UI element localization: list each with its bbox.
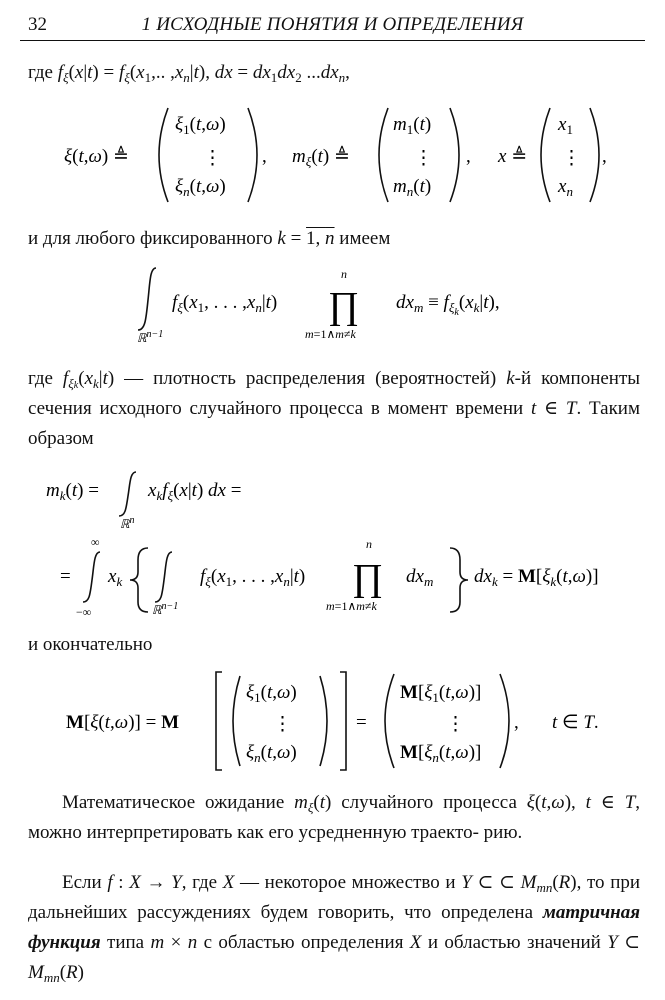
svg-text:⋮: ⋮ <box>203 148 222 169</box>
svg-text:m=1∧m≠k: m=1∧m≠k <box>326 599 377 613</box>
formula-marginal-density <box>0 262 665 342</box>
svg-text:xn: $x_n$ <box>558 176 573 199</box>
paragraph-marginal-explanation: где $f_{\xi k}(x_k|t)$ — плотность распределения (вероятностей) k-й компоненты сечения исходного случайного процесса в момент времени t ∈ T. Таким образом <box>28 368 641 449</box>
svg-text:,: , <box>514 712 519 733</box>
svg-text:t ∈ T.: t ∈ T. <box>552 712 599 733</box>
svg-text:dxm: $dx_m$ <box>406 566 434 589</box>
paragraph-mean-interpretation: Математическое ожидание $m_\xi(t)$ случайного процесса ξ(t,ω), t ∈ T, можно интерпретировать как его усредненную траекто- рию. <box>28 792 641 843</box>
svg-text:M[ξ(t,ω)] = M: M[ξ(t,ω)] = M <box>66 712 179 733</box>
svg-text:ℝn−1: ℝ$^{n-1}$ <box>152 601 179 617</box>
svg-text:ξn(t,ω): $\xi_n(t,\omega)$ <box>175 176 226 199</box>
svg-text:fξ(x1, . . . ,xn|t): $f_\xi(x_1$, . . . $,x_n|t$) <box>172 292 278 315</box>
formula-expectation-vector <box>0 666 665 776</box>
paragraph-matrix-function: Если f : X → Y, где X — некоторое множество и Y ⊂ ⊂ $M_{mn}(R)$, то при дальнейших рассуждениях будем говорить, что определена матричная функция типа m × n с областью определения X и областью значений Y ⊂ $M_{mn}(R)$ <box>28 872 641 985</box>
svg-text:ξ1(t,ω): $\xi_1(t,\omega)$ <box>246 682 297 705</box>
svg-text:ℝn: ℝ$^n$ <box>120 515 135 531</box>
svg-text:⋮: ⋮ <box>562 148 581 169</box>
svg-text:M[ξn(t,ω)]: $M[\xi_n(t,\omega)]$ <box>400 742 482 765</box>
svg-text:M[ξ1(t,ω)]: $M[\xi_1(t,\omega)]$ <box>400 682 482 705</box>
paragraph-for-any-k: и для любого фиксированного k = 1, n имеем <box>28 228 391 249</box>
chapter-title: 1 ИСХОДНЫЕ ПОНЯТИЯ И ОПРЕДЕЛЕНИЯ <box>141 14 524 35</box>
svg-text:⋮: ⋮ <box>414 148 433 169</box>
svg-text:=: = <box>60 566 71 587</box>
formula-mean-component <box>0 464 665 624</box>
svg-text:∏: ∏ <box>328 285 360 327</box>
svg-text:,: , <box>262 146 267 167</box>
svg-text:ξn(t,ω): $\xi_n(t,\omega)$ <box>246 742 297 765</box>
svg-text:m1(t): $m_1(t)$ <box>393 114 432 137</box>
svg-text:x1: $x_1$ <box>558 114 573 137</box>
svg-text:mn(t): $m_n(t)$ <box>393 176 432 199</box>
svg-text:,: , <box>466 146 471 167</box>
paragraph-finally: и окончательно <box>28 634 153 655</box>
svg-text:∞: ∞ <box>91 535 100 549</box>
running-header <box>20 12 645 41</box>
svg-text:ξ(t,ω) ≜: ξ(t,ω) ≜ <box>64 146 129 167</box>
svg-text:∏: ∏ <box>352 557 384 599</box>
svg-text:dxk = M[ξk(t,ω)]: $dx_k = M[\xi_k(t,\omega)]$ <box>474 566 599 589</box>
svg-text:,: , <box>602 146 607 167</box>
svg-text:ℝn−1: ℝ$^{n-1}$ <box>137 329 164 342</box>
svg-text:⋮: ⋮ <box>446 714 465 735</box>
svg-text:=: = <box>356 712 367 733</box>
svg-text:fξ(x1, . . . ,xn|t): $f_\xi(x_1$, . . . $,x_n|t$) <box>200 566 306 589</box>
page-number: 32 <box>28 14 47 35</box>
svg-text:x ≜: x ≜ <box>498 146 528 167</box>
svg-text:mk(t) =: $m_k(t)$ = <box>46 480 99 503</box>
paragraph-density-definition: где $f_\xi(x|t) = f_\xi(x_1$,.. $,x_n|t$), dx = $dx_1dx_2$ $...dx_n$, <box>28 62 350 85</box>
svg-text:−∞: −∞ <box>76 605 92 619</box>
term-matrix-function: матричная функция <box>28 902 641 953</box>
svg-text:dxm ≡ fξk(xk|t),: $dx_m \equiv f_\xi k(x_k|t)$, <box>396 292 500 318</box>
svg-text:n: n <box>366 537 372 551</box>
svg-text:m=1∧m≠k: m=1∧m≠k <box>305 327 356 341</box>
svg-text:mξ(t) ≜: $m_\xi(t)$ ≜ <box>292 146 350 169</box>
svg-text:ξ1(t,ω): $\xi_1(t,\omega)$ <box>175 114 226 137</box>
svg-text:⋮: ⋮ <box>273 714 292 735</box>
svg-text:xkfξ(x|t) dx =: $x_kf_\xi(x|t)$ dx = <box>148 480 242 503</box>
formula-vector-definitions <box>0 100 665 210</box>
svg-text:n: n <box>341 267 347 281</box>
svg-text:xk: $x_k$ <box>108 566 123 589</box>
